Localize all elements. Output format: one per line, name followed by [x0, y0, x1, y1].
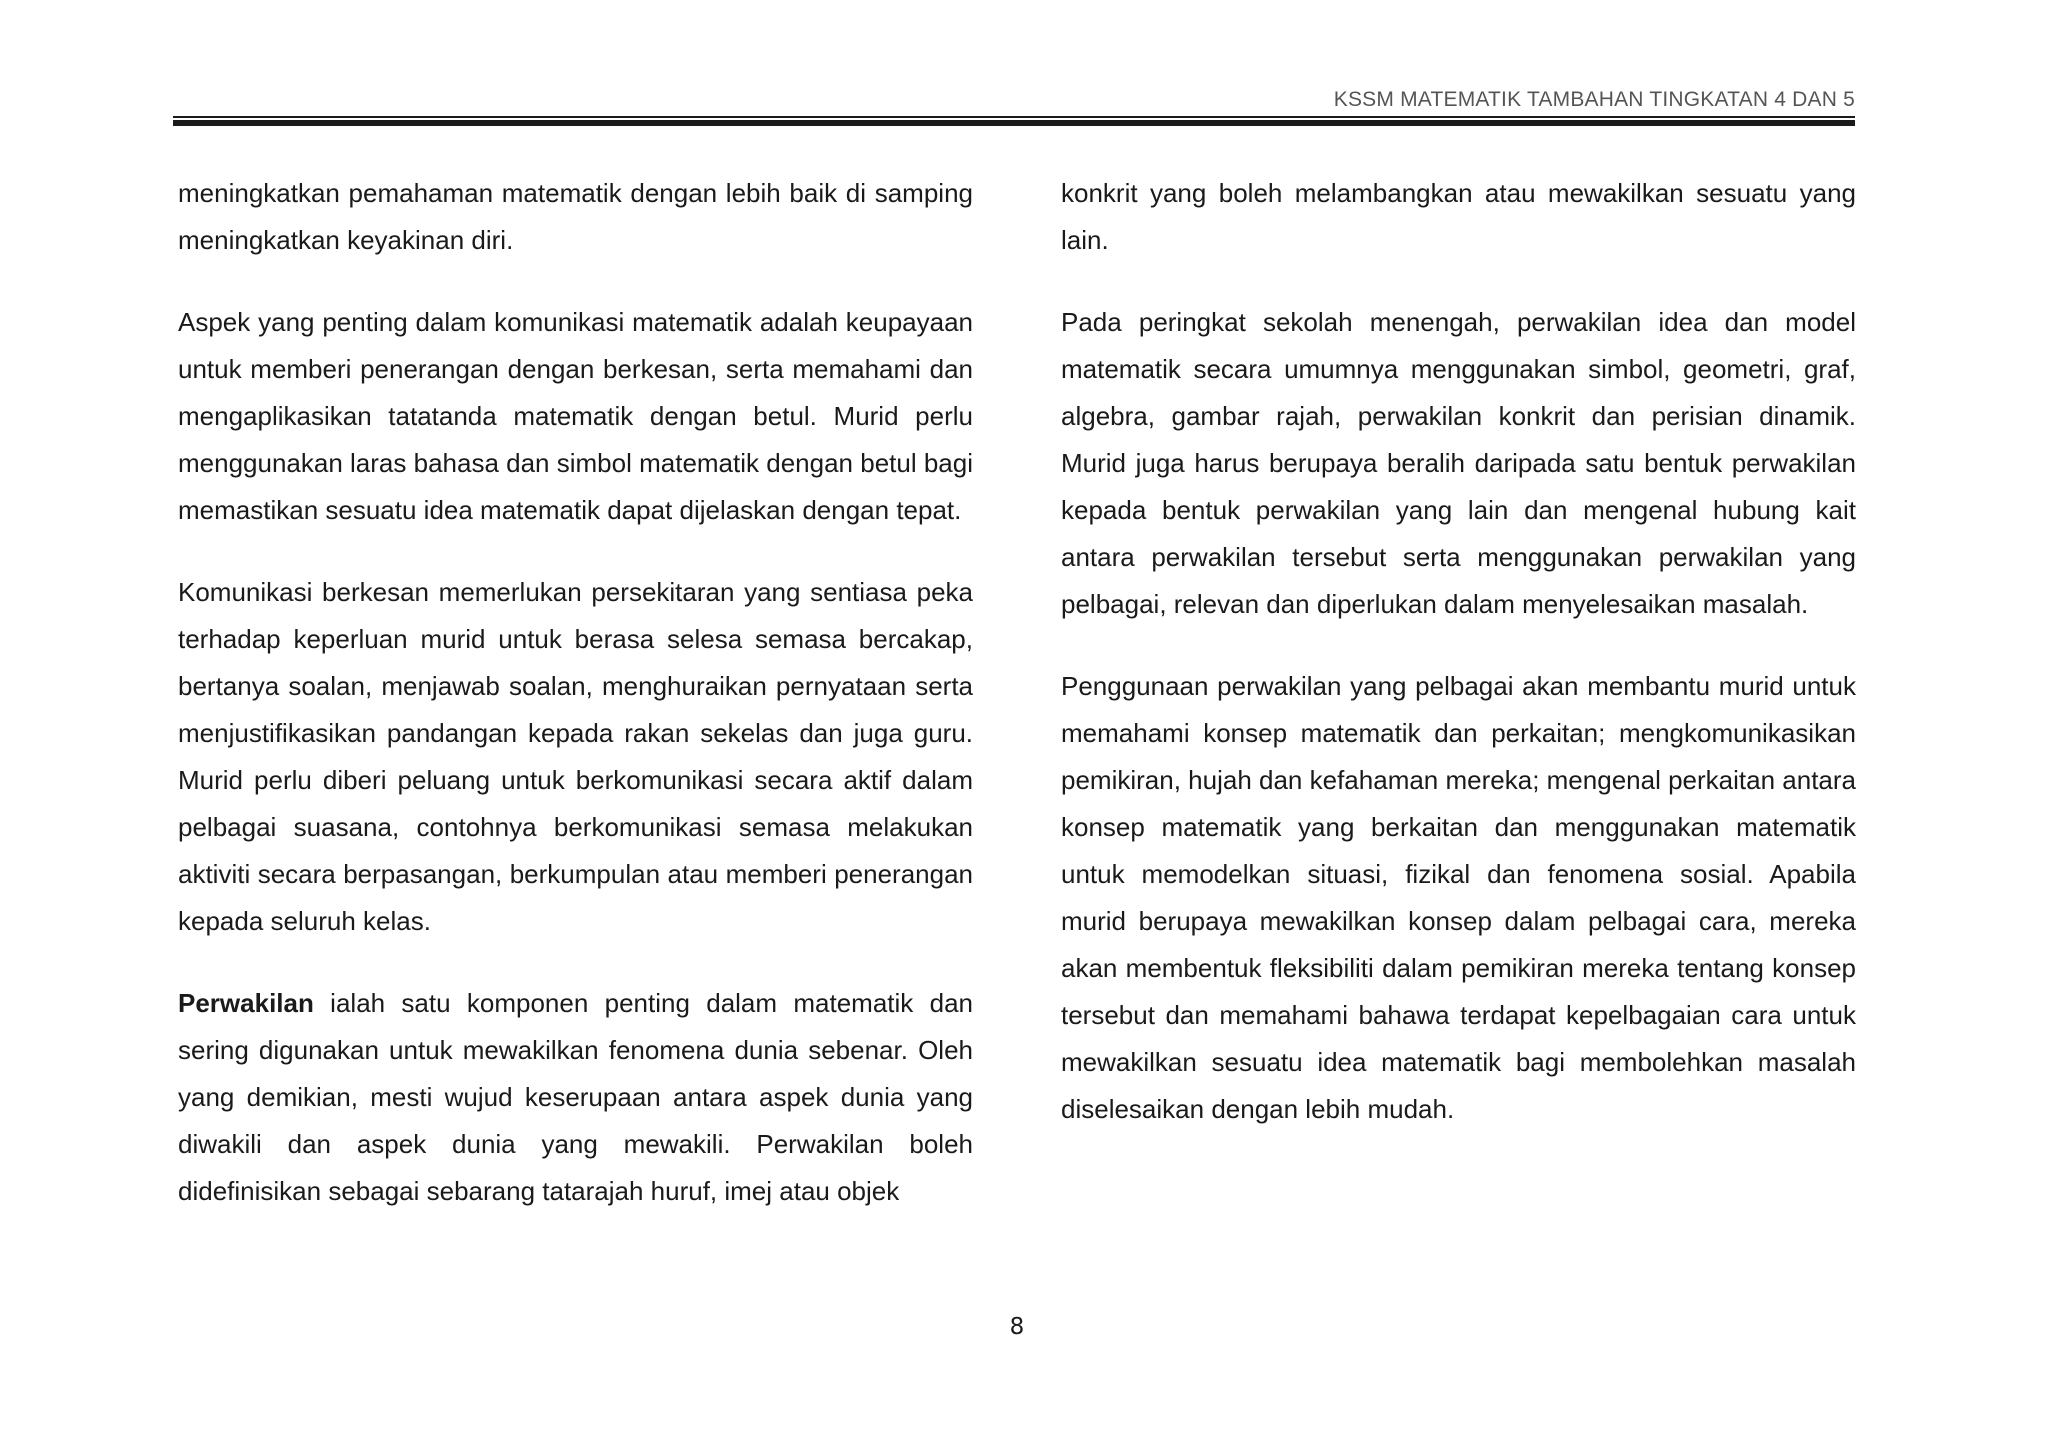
right-paragraph-2: Pada peringkat sekolah menengah, perwakilan idea dan model matematik secara umumnya menggunakan simbol, geometri, graf, algebra, gambar rajah, perwakilan konkrit dan perisian dinamik. Murid juga harus berupaya beralih daripada satu bentuk perwakilan kepada bentuk perwakilan yang lain dan mengenal hubung kait antara perwakilan tersebut serta menggunakan perwakilan yang pelbagai, relevan dan diperlukan dalam menyelesaikan masalah. — [1061, 307, 1856, 619]
left-paragraph-4 — [178, 980, 973, 1215]
left-paragraph-2: Aspek yang penting dalam komunikasi matematik adalah keupayaan untuk memberi penerangan dengan berkesan, serta memahami dan mengaplikasikan tatatanda matematik dengan betul. Murid perlu menggunakan laras bahasa dan simbol matematik dengan betul bagi memastikan sesuatu idea matematik dapat dijelaskan dengan tepat. — [178, 307, 973, 525]
left-column — [178, 170, 973, 1250]
header-rule-thin — [173, 116, 1855, 118]
right-paragraph-1: konkrit yang boleh melambangkan atau mewakilkan sesuatu yang lain. — [1061, 178, 1856, 255]
left-paragraph-4-text: ialah satu komponen penting dalam matematik dan sering digunakan untuk mewakilkan fenomena dunia sebenar. Oleh yang demikian, mesti wujud keserupaan antara aspek dunia yang diwakili dan aspek dunia yang mewakili. Perwakilan boleh didefinisikan sebagai sebarang tatarajah huruf, imej atau objek — [178, 988, 973, 1206]
header-rule-thick — [173, 120, 1855, 126]
left-paragraph-3: Komunikasi berkesan memerlukan persekitaran yang sentiasa peka terhadap keperluan murid untuk berasa selesa semasa bercakap, bertanya soalan, menjawab soalan, menghuraikan pernyataan serta menjustifikasikan pandangan kepada rakan sekelas dan juga guru. Murid perlu diberi peluang untuk berkomunikasi secara aktif dalam pelbagai suasana, contohnya berkomunikasi semasa melakukan aktiviti secara berpasangan, berkumpulan atau memberi penerangan kepada seluruh kelas. — [178, 577, 973, 936]
page-number: 8 — [1009, 1314, 1025, 1340]
left-paragraph-1: meningkatkan pemahaman matematik dengan lebih baik di samping meningkatkan keyakinan diri. — [178, 178, 973, 255]
right-column — [1061, 170, 1856, 1168]
term-perwakilan: Perwakilan — [178, 988, 314, 1018]
right-paragraph-3: Penggunaan perwakilan yang pelbagai akan membantu murid untuk memahami konsep matematik dan perkaitan; mengkomunikasikan pemikiran, hujah dan kefahaman mereka; mengenal perkaitan antara konsep matematik yang berkaitan dan menggunakan matematik untuk memodelkan situasi, fizikal dan fenomena sosial. Apabila murid berupaya mewakilkan konsep dalam pelbagai cara, mereka akan membentuk fleksibiliti dalam pemikiran mereka tentang konsep tersebut dan memahami bahawa terdapat kepelbagaian cara untuk mewakilkan sesuatu idea matematik bagi membolehkan masalah diselesaikan dengan lebih mudah. — [1061, 671, 1856, 1124]
header-title: KSSM MATEMATIK TAMBAHAN TINGKATAN 4 DAN 5 — [1333, 88, 1855, 111]
